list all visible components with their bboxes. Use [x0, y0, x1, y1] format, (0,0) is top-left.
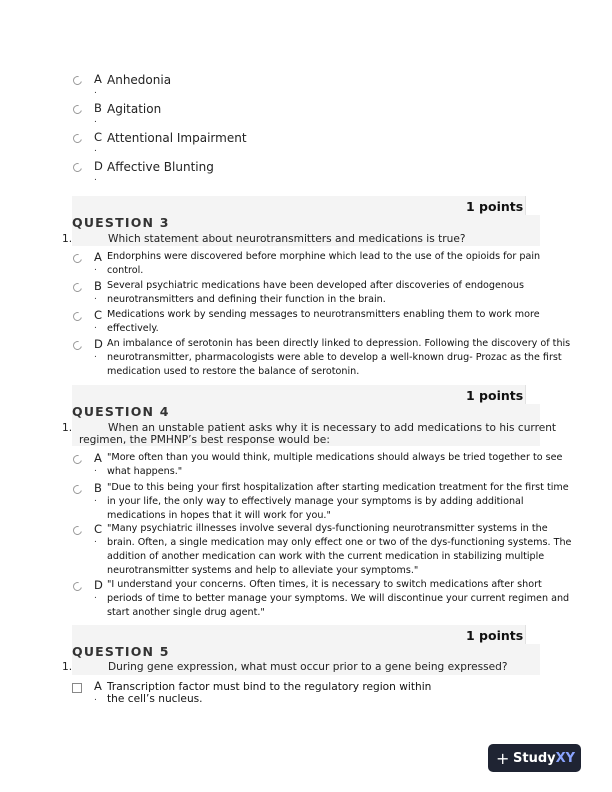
plus-icon: + [496, 749, 510, 768]
option-text-line: addition of another medication can work with the current medication in stabilizing multiple [107, 551, 545, 562]
option-text-line: the cell’s nucleus. [107, 693, 203, 705]
option-letter: C [94, 130, 103, 144]
option-text-line: "More often than you would think, multiple medications should always be tried together to see [107, 452, 563, 463]
option-letter: A [94, 250, 102, 264]
radio-icon[interactable] [71, 132, 83, 144]
option-dot: . [94, 115, 97, 125]
option-text-line: Endorphins were discovered before morphine which lead to the use of the opioids for pain [107, 251, 541, 262]
option-text-line: "I understand your concerns. Often times, it is necessary to switch medications after short [107, 579, 542, 590]
radio-icon[interactable] [71, 252, 83, 264]
option-letter: D [94, 337, 103, 351]
option-letter: D [94, 159, 103, 173]
radio-icon[interactable] [71, 74, 83, 86]
logo-brand: Study [513, 751, 556, 766]
question-stem-line: When an unstable patient asks why it is necessary to add medications to his current [108, 422, 557, 434]
points-label: 1 points [466, 628, 524, 643]
option-dot: . [94, 86, 97, 96]
option-text: Anhedonia [107, 73, 172, 87]
option-text-line: periods of time to better manage your symptoms. We will discontinue your current regimen and [107, 593, 570, 604]
question-title: QUESTION 4 [72, 404, 170, 419]
question-number: 1. [62, 233, 73, 245]
option-letter: D [94, 578, 103, 592]
logo-accent: XY [555, 751, 576, 766]
points-label: 1 points [466, 199, 524, 214]
checkbox-icon[interactable] [72, 683, 82, 693]
option-letter: A [94, 451, 102, 465]
option-text-line: medication used to restore the balance of serotonin. [107, 366, 360, 377]
option-text-line: "Due to this being your first hospitalization after starting medication treatment for the first time [107, 482, 569, 493]
option-text-line: in your life, the only way to effectively manage your symptoms is by adding additional [107, 496, 524, 507]
option-text-line: control. [107, 265, 144, 276]
radio-icon[interactable] [71, 103, 83, 115]
points-box [525, 196, 541, 215]
option-text-line: what happens." [107, 466, 183, 477]
option-letter: B [94, 279, 102, 293]
option-text: Agitation [107, 102, 162, 116]
option-letter: A [94, 679, 102, 693]
option-letter: A [94, 72, 102, 86]
logo-text [513, 751, 575, 766]
option-text-line: neurotransmitter, pharmacologists were able to develop a well-known drug- Prozac as the first [107, 352, 562, 363]
option-text-line: neurotransmitters and defining their function in the brain. [107, 294, 386, 305]
option-dot: . [94, 173, 97, 183]
option-dot: . [94, 350, 97, 360]
option-text-line: Several psychiatric medications have been developed after discoveries of endogenous [107, 280, 524, 291]
studyxy-logo [488, 744, 581, 772]
option-text-line: medications in hopes that it will work for you." [107, 510, 331, 521]
option-text-line: Medications work by sending messages to neurotransmitters enabling them to work more [107, 309, 540, 320]
option-text-line: "Many psychiatric illnesses involve several dys-functioning neurotransmitter systems in the [107, 523, 548, 534]
points-box [525, 625, 541, 644]
option-dot: . [94, 591, 97, 601]
radio-icon[interactable] [71, 310, 83, 322]
radio-icon[interactable] [71, 281, 83, 293]
option-letter: C [94, 308, 103, 322]
question-stem: Which statement about neurotransmitters and medications is true? [108, 233, 466, 245]
option-dot: . [94, 464, 97, 474]
question-stem: During gene expression, what must occur prior to a gene being expressed? [108, 661, 508, 673]
option-letter: B [94, 101, 102, 115]
option-text-line: start another single drug agent." [107, 607, 265, 618]
option-text-line: brain. Often, a single medication may only effect one or two of the dys-functioning systems. The [107, 537, 572, 548]
option-text-line: effectively. [107, 323, 159, 334]
points-label: 1 points [466, 388, 524, 403]
option-text: Affective Blunting [107, 160, 214, 174]
question-number: 1. [62, 422, 73, 434]
points-box [525, 385, 541, 404]
radio-icon[interactable] [71, 524, 83, 536]
question-title: QUESTION 5 [72, 644, 170, 659]
radio-icon[interactable] [71, 483, 83, 495]
option-text-line: Transcription factor must bind to the regulatory region within [107, 681, 432, 693]
radio-icon[interactable] [71, 339, 83, 351]
option-dot: . [94, 535, 97, 545]
question-title: QUESTION 3 [72, 215, 170, 230]
option-text: Attentional Impairment [107, 131, 247, 145]
radio-icon[interactable] [71, 453, 83, 465]
option-dot: . [94, 263, 97, 273]
option-letter: C [94, 522, 103, 536]
option-text-line: An imbalance of serotonin has been directly linked to depression. Following the discovery of this [107, 338, 571, 349]
option-dot: . [94, 144, 97, 154]
option-dot: . [94, 693, 97, 703]
option-dot: . [94, 292, 97, 302]
option-text-line: neurotransmitter systems and help to alleviate your symptoms." [107, 565, 419, 576]
question-stem-line: regimen, the PMHNP’s best response would be: [79, 434, 330, 446]
radio-icon[interactable] [71, 580, 83, 592]
radio-icon[interactable] [71, 161, 83, 173]
option-dot: . [94, 494, 97, 504]
option-dot: . [94, 321, 97, 331]
option-letter: B [94, 481, 102, 495]
question-number: 1. [62, 661, 73, 673]
